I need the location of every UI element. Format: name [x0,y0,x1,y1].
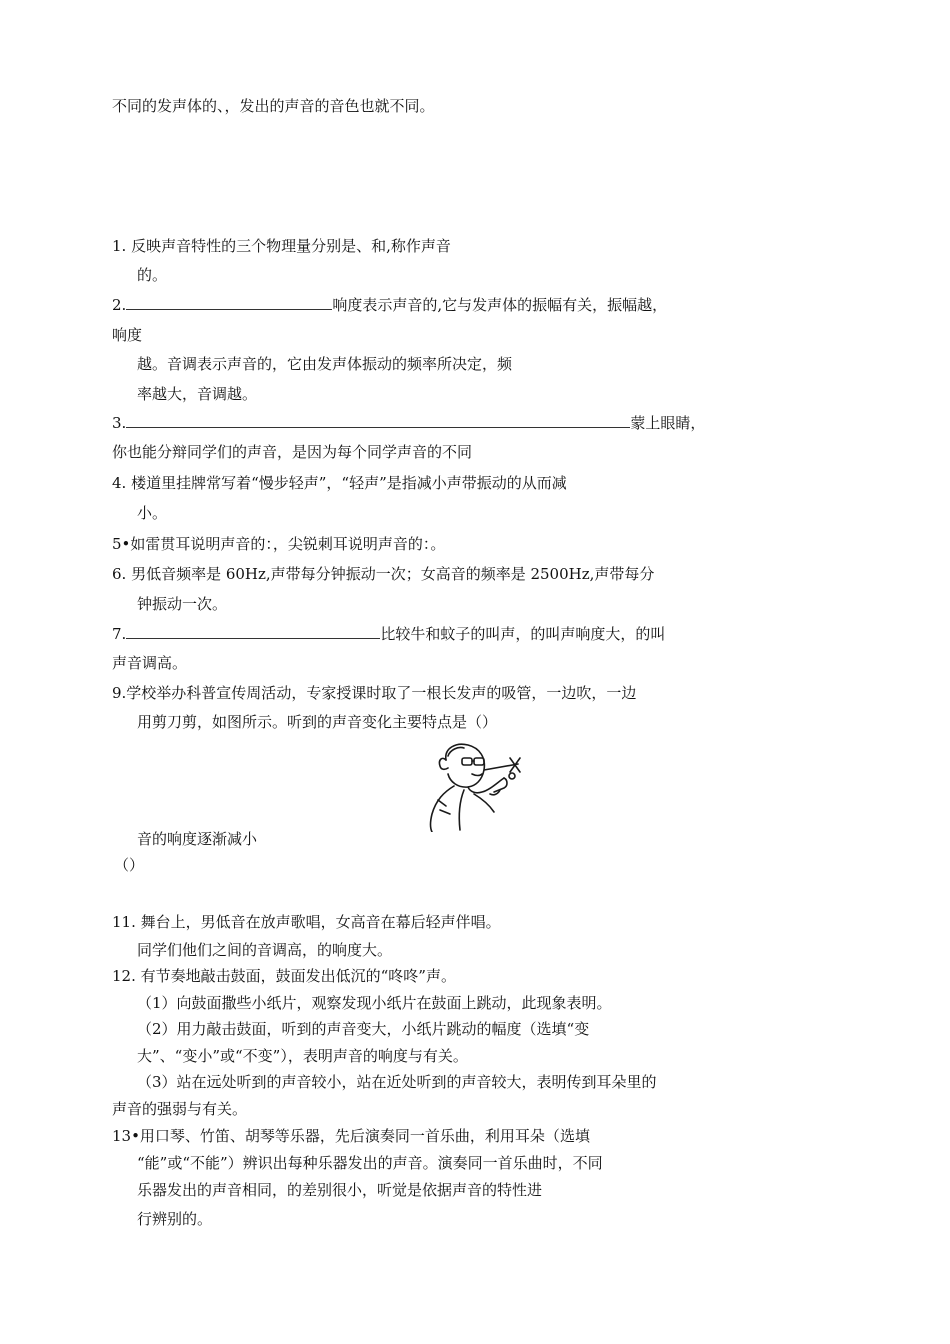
q7-line1 [112,624,665,644]
q13-line4: 行辨别的。 [137,1210,213,1228]
q7-line1-text: 比较牛和蚊子的叫声，的叫声响度大，的叫 [380,625,666,643]
q2-line1-text: 响度表示声音的,它与发声体的振幅有关，振幅越， [332,296,668,314]
q2-line3: 越。音调表示声音的，它由发声体振动的频率所决定，频 [137,355,513,373]
q6-line1: 6. 男低音频率是 60Hz,声带每分钟振动一次；女高音的频率是 2500Hz,声带每分 [112,565,655,583]
q9-line2: 用剪刀剪，如图所示。听到的声音变化主要特点是（） [137,713,498,731]
q12-line1: 12. 有节奏地敲击鼓面，鼓面发出低沉的“咚咚”声。 [112,967,456,985]
q2-number: 2. [112,296,127,314]
q3-answer-blank[interactable] [126,413,630,428]
q3-line1-text: 蒙上眼睛， [630,414,706,432]
q12-part2a: （2）用力敲击鼓面，听到的声音变大，小纸片跳动的幅度（选填“变 [137,1020,590,1038]
q9-answer-paren: （） [114,856,145,874]
q2-line2: 响度 [112,326,143,344]
q13-line1: 13•用口琴、竹笛、胡琴等乐器，先后演奏同一首乐曲，利用耳朵（选填 [112,1127,590,1145]
q7-answer-blank[interactable] [126,624,380,639]
q1-line1: 1. 反映声音特性的三个物理量分别是、和,称作声音 [112,237,451,255]
q13-line3: 乐器发出的声音相同，的差别很小，听觉是依据声音的特性进 [137,1181,543,1199]
q3-line2: 你也能分辩同学们的声音，是因为每个同学声音的不同 [112,443,473,461]
q9-line1: 9.学校举办科普宣传周活动，专家授课时取了一根长发声的吸管，一边吹，一边 [112,684,637,702]
q5-line1: 5•如雷贯耳说明声音的：，尖锐刺耳说明声音的：。 [112,535,446,553]
q7-line2: 声音调高。 [112,654,188,672]
q13-line2: “能”或“不能”）辨识出每种乐器发出的声音。演奏同一首乐曲时，不同 [137,1154,603,1172]
q2-answer-blank[interactable] [126,295,332,310]
q4-line2: 小。 [137,504,168,522]
q3-line1 [112,413,705,433]
q7-number: 7. [112,625,127,643]
q4-line1: 4. 楼道里挂牌常写着“慢步轻声”，“轻声”是指减小声带振动的从而减 [112,474,567,492]
q9-option-text: 音的响度逐渐减小 [137,830,258,848]
q3-number: 3. [112,414,127,432]
q6-line2: 钟振动一次。 [137,595,228,613]
q1-line2: 的。 [137,266,168,284]
intro-text: 不同的发声体的、，发出的声音的音色也就不同。 [112,97,435,115]
q12-part2b: 大”、“变小”或“不变”），表明声音的响度与有关。 [137,1047,468,1065]
q11-line2: 同学们他们之间的音调高，的响度大。 [137,941,393,959]
q12-part1: （1）向鼓面撒些小纸片，观察发现小纸片在鼓面上跳动，此现象表明。 [137,994,612,1012]
person-cutting-straw-illustration [424,740,534,832]
q2-line1 [112,295,667,315]
q11-line1: 11. 舞台上，男低音在放声歌唱，女高音在幕后轻声伴唱。 [112,913,501,931]
q2-line4: 率越大，音调越。 [137,385,258,403]
q12-part3b: 声音的强弱与有关。 [112,1100,248,1118]
q12-part3a: （3）站在远处听到的声音较小，站在近处听到的声音较大，表明传到耳朵里的 [137,1073,657,1091]
